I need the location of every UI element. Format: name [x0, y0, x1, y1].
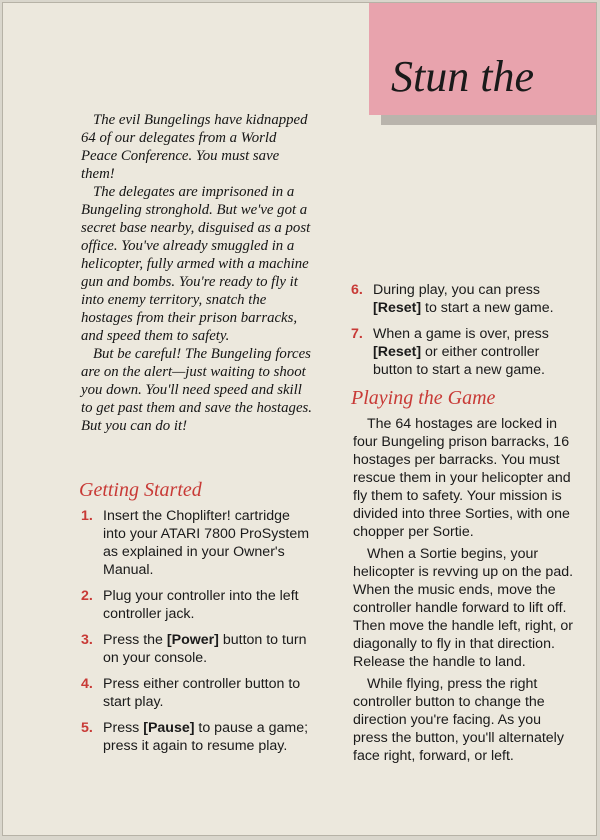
step-item [81, 675, 313, 711]
step-item [81, 587, 313, 623]
body-paragraph: When a Sortie begins, your helicopter is revving up on the pad. When the music ends, move the controller handle forward to lift off. Then move the handle left, right, or diagonally to fly in that direction. Release the handle to land. [353, 546, 574, 670]
step-text: Press the [Power] button to turn on your console. [103, 632, 307, 666]
playing-heading: Playing the Game [351, 387, 496, 409]
step-text: Insert the Choplifter! cartridge into your ATARI 7800 ProSystem as explained in your Owner's Manual. [103, 508, 310, 578]
step-item [81, 631, 313, 667]
step-text: Plug your controller into the left controller jack. [103, 588, 299, 622]
step-number: 6. [351, 282, 363, 298]
step-text: Press either controller button to start play. [103, 676, 301, 710]
step-number: 3. [81, 632, 93, 648]
manual-page [2, 2, 597, 836]
step-number: 7. [351, 326, 363, 342]
step-text: Press [Pause] to pause a game; press it again to resume play. [103, 720, 309, 754]
intro-story [81, 111, 313, 435]
body-paragraph: The 64 hostages are locked in four Bungeling prison barracks, 16 hostages per barracks. You must rescue them in your helicopter and fly them to safety. Your mission is divided into three Sorties, with one chopper per Sortie. [353, 416, 571, 540]
step-number: 5. [81, 720, 93, 736]
step-number: 1. [81, 508, 93, 524]
intro-paragraph: The delegates are imprisoned in a Bungeling stronghold. But we've got a secret base nearby, disguised as a post office. You've already smuggled in a helicopter, fully armed with a machine gun and bombs. You're ready to fly it into enemy territory, snatch the hostages from their prison barracks, and speed them to safety. [81, 184, 311, 344]
body-paragraph: While flying, press the right controller button to change the direction you're facing. As you press the button, you'll alternately face right, forward, or left. [353, 676, 564, 764]
playing-body [353, 415, 577, 769]
intro-paragraph: The evil Bungelings have kidnapped 64 of our delegates from a World Peace Conference. You must save them! [81, 112, 308, 182]
intro-paragraph: But be careful! The Bungeling forces are on the alert—just waiting to shoot you down. You'll need speed and skill to get past them and save the hostages. But you can do it! [81, 346, 312, 434]
step-number: 4. [81, 676, 93, 692]
step-item [351, 281, 577, 317]
getting-started-steps [81, 507, 313, 763]
page-title: Stun the [391, 52, 534, 101]
continued-steps [351, 281, 577, 387]
step-item [351, 325, 577, 379]
step-text: During play, you can press [Reset] to start a new game. [373, 282, 554, 316]
show-through-text [91, 17, 391, 47]
step-item [81, 719, 313, 755]
step-number: 2. [81, 588, 93, 604]
title-banner [369, 3, 597, 115]
step-item [81, 507, 313, 579]
step-text: When a game is over, press [Reset] or either controller button to start a new game. [373, 326, 549, 378]
getting-started-heading: Getting Started [79, 479, 202, 501]
